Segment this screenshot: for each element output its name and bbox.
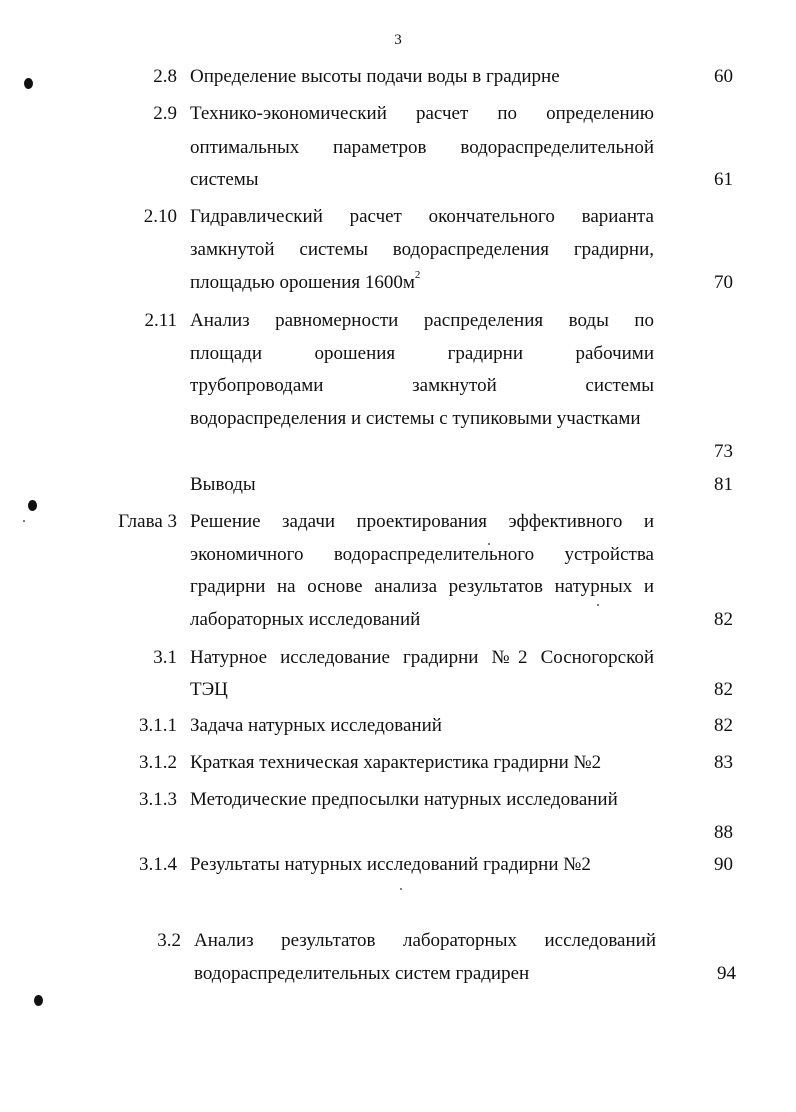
entry-title-line: Задача натурных исследований <box>190 715 442 736</box>
entry-title-line: Решение задачи проектирования эффективного и <box>190 511 654 532</box>
entry-title-line: Анализ результатов лабораторных исследований <box>194 930 656 951</box>
entry-title-line: Гидравлический расчет окончательного варианта <box>190 206 654 227</box>
entry-page: 90 <box>714 854 733 875</box>
binder-hole-mark <box>34 995 43 1006</box>
entry-title-line: трубопроводами замкнутой системы <box>190 375 654 396</box>
entry-title-line: водораспределения и системы с тупиковыми участками <box>190 408 641 429</box>
entry-number: 3.1.3 <box>139 789 177 810</box>
entry-title-line <box>190 268 421 294</box>
entry-page: 60 <box>714 66 733 87</box>
entry-number: 3.1.4 <box>139 854 177 875</box>
entry-page: 82 <box>714 679 733 700</box>
binder-hole-mark <box>24 78 33 89</box>
entry-title-line: Результаты натурных исследований градирни №2 <box>190 854 591 875</box>
entry-page: 70 <box>714 272 733 293</box>
entry-page: 88 <box>714 822 733 843</box>
entry-title-line: Натурное исследование градирни №2 Сосногорской <box>190 647 654 668</box>
entry-number: 3.2 <box>157 930 181 951</box>
entry-title-line: градирни на основе анализа результатов натурных и <box>190 576 654 597</box>
entry-number: 3.1.2 <box>139 752 177 773</box>
entry-page: 81 <box>714 474 733 495</box>
entry-title-line: Определение высоты подачи воды в градирне <box>190 66 560 87</box>
entry-number: Глава 3 <box>118 511 177 532</box>
entry-page: 61 <box>714 169 733 190</box>
entry-title-text: площадью орошения 1600м <box>190 272 415 293</box>
entry-title-line: площади орошения градирни рабочими <box>190 343 654 364</box>
entry-title-line: оптимальных параметров водораспределительной <box>190 137 654 158</box>
entry-number: 2.8 <box>153 66 177 87</box>
entry-title-line: замкнутой системы водораспределения градирни, <box>190 239 654 260</box>
entry-title-line: Краткая техническая характеристика градирни №2 <box>190 752 602 773</box>
superscript-exponent: 2 <box>414 268 421 281</box>
entry-title-line: Методические предпосылки натурных исследований <box>190 789 618 810</box>
page-number: 3 <box>394 32 402 48</box>
entry-page: 94 <box>717 963 736 984</box>
entry-title-line: водораспределительных систем градирен <box>194 963 530 984</box>
scan-speck <box>400 888 402 890</box>
entry-title-line: системы <box>190 169 259 190</box>
entry-title-line: Анализ равномерности распределения воды по <box>190 310 654 331</box>
entry-page: 82 <box>714 609 733 630</box>
entry-title-line: Технико-экономический расчет по определению <box>190 103 654 124</box>
scan-speck <box>597 604 599 606</box>
entry-page: 82 <box>714 715 733 736</box>
entry-number: 2.10 <box>143 206 177 227</box>
entry-title-line: лабораторных исследований <box>190 609 421 630</box>
scan-speck <box>23 520 25 522</box>
entry-number: 3.1 <box>153 647 177 668</box>
binder-hole-mark <box>28 500 37 511</box>
entry-number: 2.9 <box>153 103 177 124</box>
entry-page: 83 <box>714 752 733 773</box>
entry-page: 73 <box>714 441 733 462</box>
entry-number: 3.1.1 <box>139 715 177 736</box>
entry-title-line: экономичного водораспределительного устройства <box>190 544 654 565</box>
entry-title-line: Выводы <box>190 474 256 495</box>
entry-title-line: ТЭЦ <box>190 679 228 700</box>
entry-number: 2.11 <box>144 310 177 331</box>
